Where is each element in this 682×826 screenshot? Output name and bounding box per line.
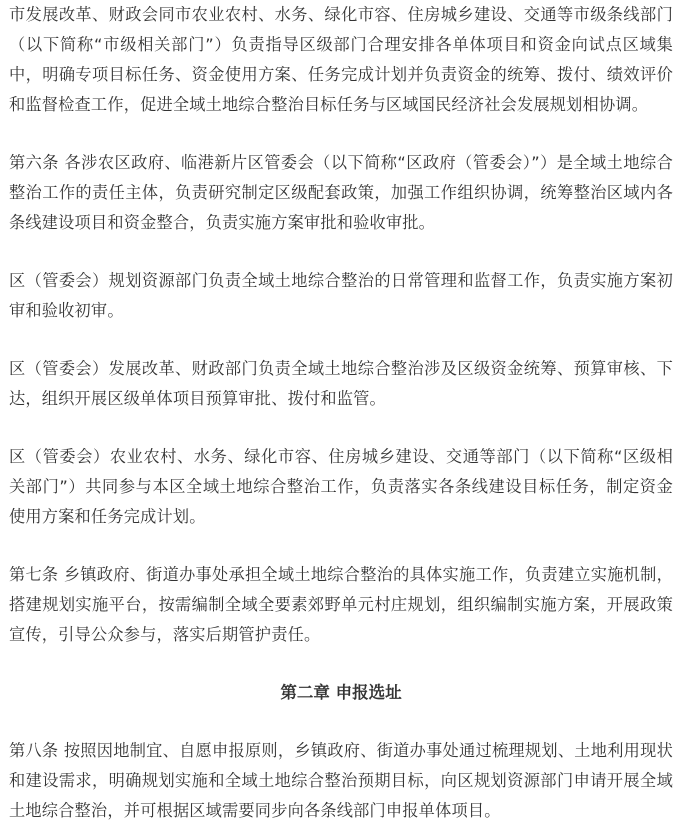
paragraph-article-6: 第六条 各涉农区政府、临港新片区管委会（以下简称“区政府（管委会）”）是全域土地综合整治工作的责任主体，负责研究制定区级配套政策，加强工作组织协调，统筹整治区域内各条线建设项目和资金整合，负责实施方案审批和验收审批。: [9, 153, 673, 232]
paragraph-article-8: 第八条 按照因地制宜、自愿申报原则，乡镇政府、街道办事处通过梳理规划、土地利用现状和建设需求，明确规划实施和全域土地综合整治预期目标，向区规划资源部门申请开展全域土地综合整治，并可根据区域需要同步向各条线部门申报单体项目。: [9, 741, 673, 820]
chapter-heading: 第二章 申报选址: [280, 683, 402, 702]
paragraph-gap: [9, 326, 673, 354]
paragraph-gap: [9, 708, 673, 736]
document-body: [9, 0, 673, 826]
paragraph-gap: [9, 650, 673, 678]
paragraph-article-7: 第七条 乡镇政府、街道办事处承担全域土地综合整治的具体实施工作，负责建立实施机制，搭建规划实施平台，按需编制全域全要素郊野单元村庄规划，组织编制实施方案，开展政策宣传，引导公众参与，落实后期管护责任。: [9, 565, 673, 644]
paragraph-gap: [9, 532, 673, 560]
paragraph-gap: [9, 120, 673, 148]
paragraph-development-finance-dept: 区（管委会）发展改革、财政部门负责全域土地综合整治涉及区级资金统筹、预算审核、下达，组织开展区级单体项目预算审批、拨付和监管。: [9, 359, 673, 408]
paragraph-gap: [9, 414, 673, 442]
paragraph-municipal-departments: 市发展改革、财政会同市农业农村、水务、绿化市容、住房城乡建设、交通等市级条线部门（以下简称“市级相关部门”）负责指导区级部门合理安排各单体项目和资金向试点区域集中，明确专项目标任务、资金使用方案、任务完成计划并负责资金的统筹、拨付、绩效评价和监督检查工作，促进全域土地综合整治目标任务与区域国民经济社会发展规划相协调。: [9, 5, 673, 114]
paragraph-gap: [9, 238, 673, 266]
paragraph-district-related-depts: 区（管委会）农业农村、水务、绿化市容、住房城乡建设、交通等部门（以下简称“区级相关部门”）共同参与本区全域土地综合整治工作，负责落实各条线建设目标任务，制定资金使用方案和任务完成计划。: [9, 447, 673, 526]
paragraph-planning-resources-dept: 区（管委会）规划资源部门负责全域土地综合整治的日常管理和监督工作，负责实施方案初审和验收初审。: [9, 271, 673, 320]
